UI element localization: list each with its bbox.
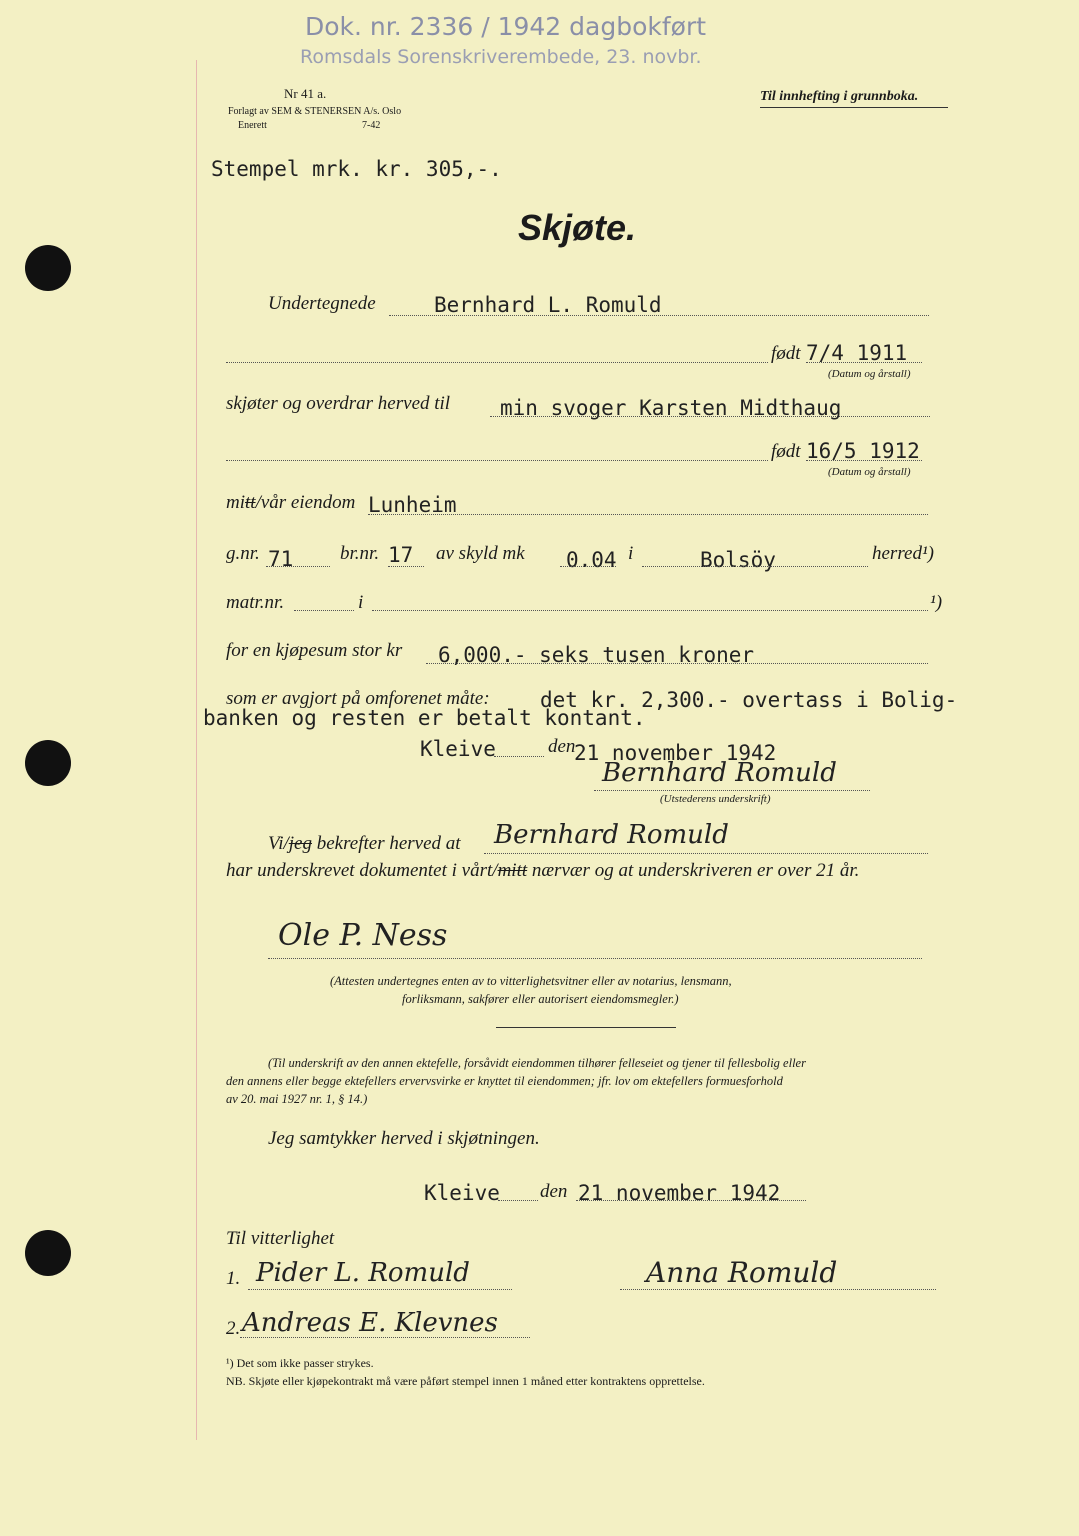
punch-hole-bottom <box>25 1230 71 1276</box>
matr-label: matr.nr. <box>226 592 285 613</box>
place1: Kleive <box>420 737 496 761</box>
signature1-line <box>594 790 870 791</box>
settlement-label: som er avgjort på omforenet måte: <box>226 688 490 709</box>
i-label: i <box>628 543 634 564</box>
herred-label: herred¹) <box>872 543 934 564</box>
herred-value: Bolsöy <box>700 548 776 572</box>
seller-name: Bernhard L. Romuld <box>434 293 662 317</box>
seller-label: Undertegnede <box>268 293 376 314</box>
buyer-born-hint: (Datum og årstall) <box>828 466 911 478</box>
margin-line <box>196 60 197 1440</box>
spouse-note-1: (Til underskrift av den annen ektefelle, forsåvidt eiendommen tilhører felleseiet og tjener til fellesbolig eller <box>268 1056 806 1070</box>
skyld-line <box>560 566 616 567</box>
seller-signature: Bernhard Romuld <box>602 758 837 788</box>
den1-label: den <box>548 736 576 757</box>
filing-note: Til innhefting i grunnboka. <box>760 89 919 104</box>
witness1-signature: Pider L. Romuld <box>256 1258 470 1288</box>
gnr-line <box>266 566 330 567</box>
brnr-line <box>388 566 424 567</box>
stamp-text: Stempel mrk. kr. 305,-. <box>211 157 502 181</box>
buyer-name: min svoger Karsten Midthaug <box>500 396 842 420</box>
witness1-line <box>248 1289 512 1290</box>
settlement-line2: banken og resten er betalt kontant. <box>203 706 646 730</box>
matr-line <box>294 610 354 611</box>
brnr-value: 17 <box>388 543 414 567</box>
price-line <box>426 663 928 664</box>
witness-label: Til vitterlighet <box>226 1228 335 1249</box>
skyld-value: 0.04 <box>566 548 617 572</box>
filing-underline <box>760 107 948 108</box>
spouse-signature: Anna Romuld <box>646 1256 838 1289</box>
witness2-signature: Andreas E. Klevnes <box>242 1308 498 1338</box>
property-line <box>368 514 928 515</box>
settlement-line1: det kr. 2,300.- overtass i Bolig- <box>540 688 958 712</box>
witness2-number: 2. <box>226 1318 241 1339</box>
matr-i-line <box>372 610 928 611</box>
consent-text: Jeg samtykker herved i skjøtningen. <box>268 1128 540 1149</box>
attest-line1-label: Vi/jeg bekrefter herved at <box>268 833 461 854</box>
seller-born: 7/4 1911 <box>806 341 908 365</box>
date1: 21 november 1942 <box>574 741 777 765</box>
signature1-label: (Utstederens underskrift) <box>660 793 771 805</box>
attest-note-2: forliksmann, sakfører eller autorisert eiendomsmegler.) <box>402 992 679 1006</box>
attest-signed-name: Bernhard Romuld <box>494 820 729 850</box>
form-code: 7-42 <box>362 120 381 131</box>
place1-line <box>494 756 544 757</box>
spouse-note-2: den annens eller begge ektefellers ervervsvirke er knyttet til eiendommen; jfr. lov om ektefellers formuesforhold <box>226 1074 783 1088</box>
gnr-label: g.nr. <box>226 543 260 564</box>
matr-end: ¹) <box>930 592 943 613</box>
transfer-label: skjøter og overdrar herved til <box>226 393 451 414</box>
den2-label: den <box>540 1181 568 1202</box>
date2-line <box>576 1200 806 1201</box>
price-value: 6,000.- seks tusen kroner <box>438 643 755 667</box>
seller-born-label: født <box>771 343 801 364</box>
place2: Kleive <box>424 1181 500 1205</box>
herred-line <box>642 566 868 567</box>
punch-hole-top <box>25 245 71 291</box>
price-label: for en kjøpesum stor kr <box>226 640 403 661</box>
gnr-value: 71 <box>268 547 294 571</box>
buyer-blank-line <box>226 460 768 461</box>
skyld-label: av skyld mk <box>436 543 525 564</box>
buyer-born-label: født <box>771 441 801 462</box>
divider <box>496 1027 676 1028</box>
form-number: Nr 41 a. <box>284 86 327 101</box>
seller-blank-line <box>226 362 768 363</box>
attest-note-1: (Attesten undertegnes enten av to vitterlighetsvitner eller av notarius, lensmann, <box>330 974 732 988</box>
footnote-2: NB. Skjøte eller kjøpekontrakt må være påført stempel innen 1 måned etter kontraktens opprettelse. <box>226 1374 705 1388</box>
spouse-note-3: av 20. mai 1927 nr. 1, § 14.) <box>226 1092 368 1106</box>
punch-hole-middle <box>25 740 71 786</box>
attest-line2: har underskrevet dokumentet i vårt/mitt nærvær og at underskriveren er over 21 år. <box>226 860 860 881</box>
matr-i: i <box>358 592 364 613</box>
property-label: mitt/vår eiendom <box>226 492 356 513</box>
buyer-born-line <box>806 460 922 461</box>
place2-line <box>498 1200 538 1201</box>
date2: 21 november 1942 <box>578 1181 781 1205</box>
witness-sig-line <box>268 958 922 959</box>
seller-born-line <box>806 362 922 363</box>
attest-line <box>484 853 928 854</box>
buyer-born: 16/5 1912 <box>806 439 920 463</box>
seller-born-hint: (Datum og årstall) <box>828 368 911 380</box>
registration-stamp-office: Romsdals Sorenskriverembede, 23. novbr. <box>300 46 702 68</box>
witness-signature: Ole P. Ness <box>278 918 448 953</box>
witness2-line <box>240 1337 530 1338</box>
witness1-number: 1. <box>226 1268 241 1289</box>
publisher: Forlagt av SEM & STENERSEN A/s. Oslo <box>228 106 402 117</box>
spouse-line <box>620 1289 936 1290</box>
brnr-label: br.nr. <box>340 543 380 564</box>
page-title: Skjøte. <box>518 207 637 248</box>
footnote-1: ¹) Det som ikke passer strykes. <box>226 1356 374 1370</box>
property-name: Lunheim <box>368 493 457 517</box>
enerett: Enerett <box>238 120 267 131</box>
registration-stamp-dok: Dok. nr. 2336 / 1942 dagbokført <box>305 12 707 41</box>
